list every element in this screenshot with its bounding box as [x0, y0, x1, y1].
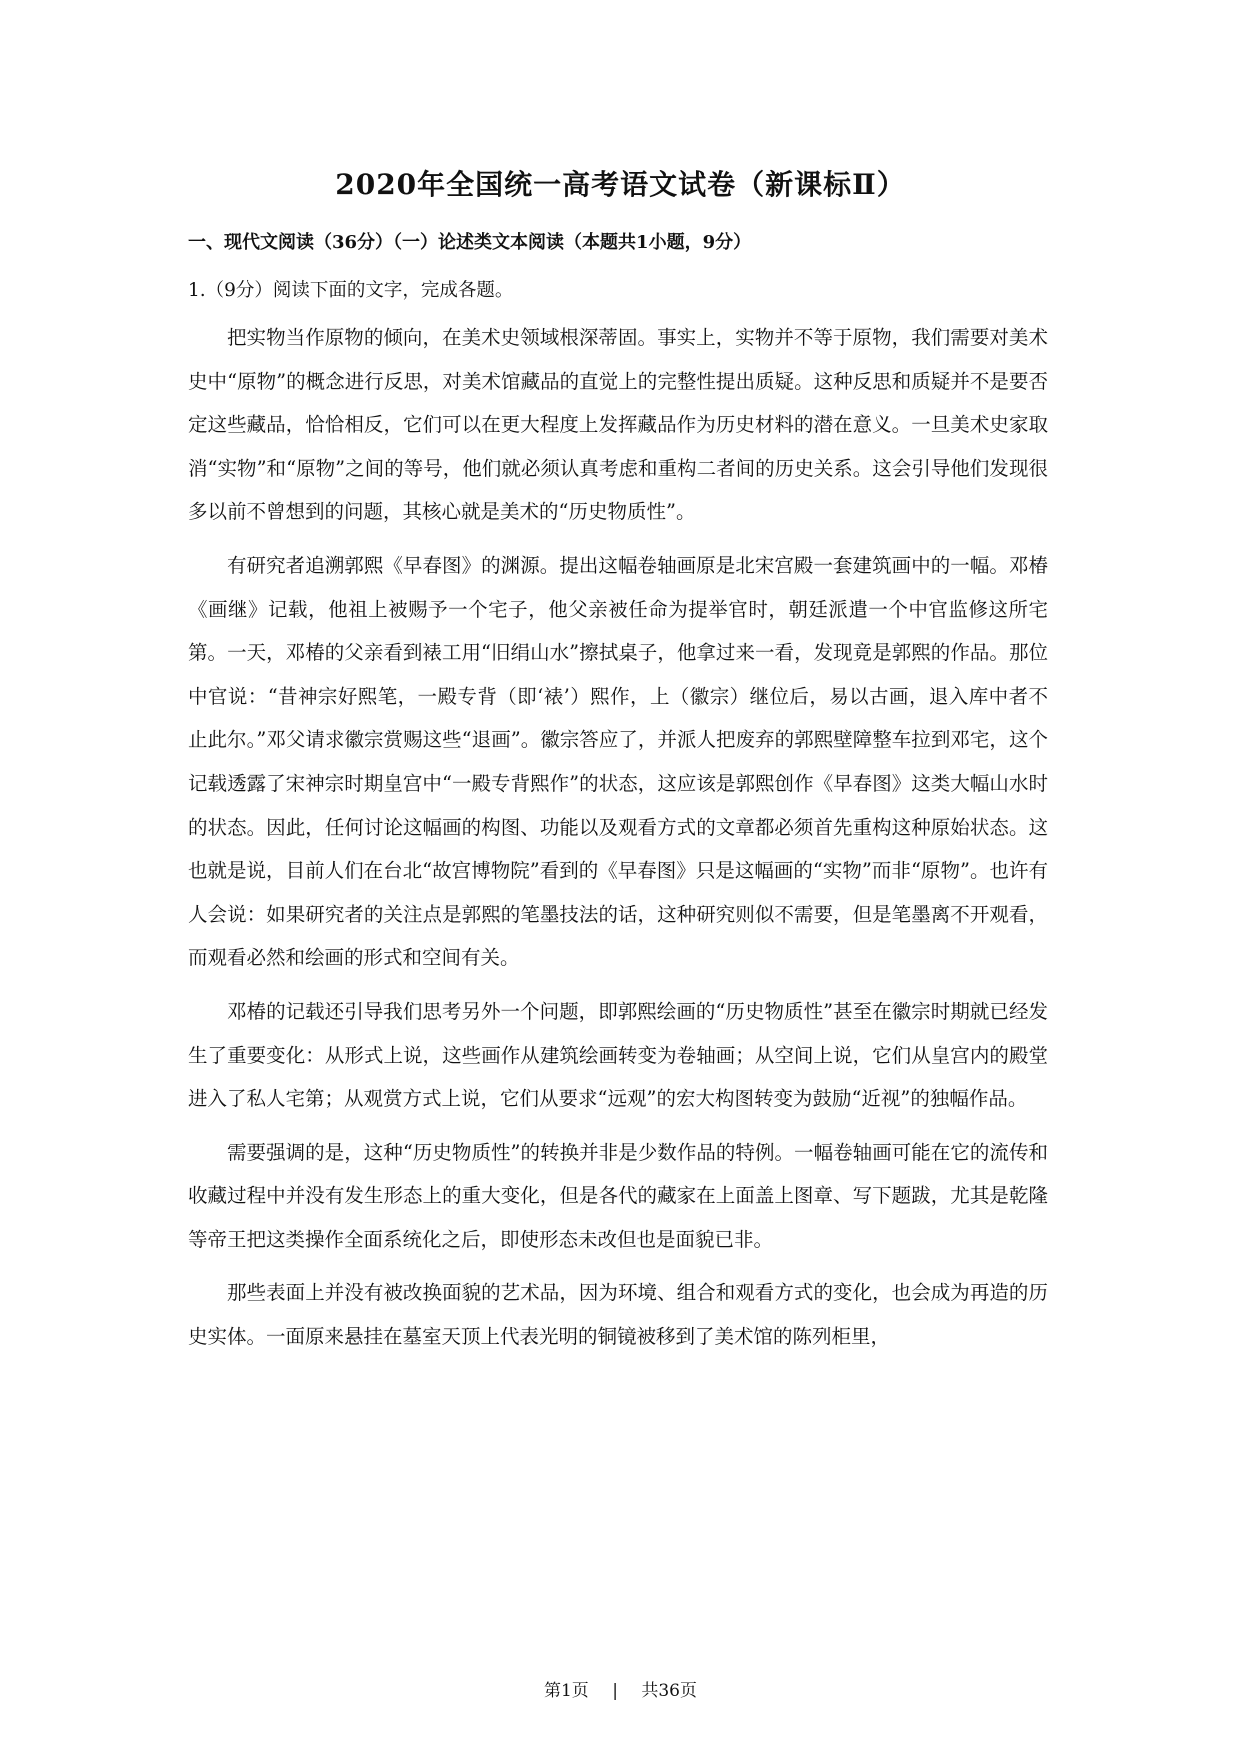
page-title: 2020年全国统一高考语文试卷（新课标Ⅱ） [335, 168, 906, 201]
page-footer [0, 1676, 1241, 1701]
total-pages: 共36页 [641, 1681, 697, 1701]
passage-paragraph: 邓椿的记载还引导我们思考另外一个问题，即郭熙绘画的“历史物质性”甚至在徽宗时期就已经发生了重要变化：从形式上说，这些画作从建筑绘画转变为卷轴画；从空间上说，它们从皇宫内的殿堂进入了私人宅第；从观赏方式上说，它们从要求“远观”的宏大构图转变为鼓励“近视”的独幅作品。 [188, 999, 1048, 1111]
page-number: 第1页 [543, 1681, 589, 1701]
passage-body [188, 316, 1048, 1369]
footer-separator: | [612, 1681, 618, 1701]
section-heading: 一、现代文阅读（36分）（一）论述类文本阅读（本题共1小题，9分） [188, 232, 752, 253]
passage-paragraph: 有研究者追溯郭熙《早春图》的渊源。提出这幅卷轴画原是北宋宫殿一套建筑画中的一幅。邓椿《画继》记载，他祖上被赐予一个宅子，他父亲被任命为提举官时，朝廷派遣一个中官监修这所宅第。一天，邓椿的父亲看到裱工用“旧绢山水”擦拭桌子，他拿过来一看，发现竟是郭熙的作品。那位中官说：“昔神宗好熙笔，一殿专背（即‘裱’）熙作，上（徽宗）继位后，易以古画，退入库中者不止此尔。”邓父请求徽宗赏赐这些“退画”。徽宗答应了，并派人把废弃的郭熙壁障整车拉到邓宅，这个记载透露了宋神宗时期皇宫中“一殿专背熙作”的状态，这应该是郭熙创作《早春图》这类大幅山水时的状态。因此，任何讨论这幅画的构图、功能以及观看方式的文章都必须首先重构这种原始状态。这也就是说，目前人们在台北“故宫博物院”看到的《早春图》只是这幅画的“实物”而非“原物”。也许有人会说：如果研究者的关注点是郭熙的笔墨技法的话，这种研究则似不需要，但是笔墨离不开观看，而观看必然和绘画的形式和空间有关。 [188, 553, 1048, 970]
passage-paragraph: 把实物当作原物的倾向，在美术史领域根深蒂固。事实上，实物并不等于原物，我们需要对美术史中“原物”的概念进行反思，对美术馆藏品的直觉上的完整性提出质疑。这种反思和质疑并不是要否定这些藏品，恰恰相反，它们可以在更大程度上发挥藏品作为历史材料的潜在意义。一旦美术史家取消“实物”和“原物”之间的等号，他们就必须认真考虑和重构二者间的历史关系。这会引导他们发现很多以前不曾想到的问题，其核心就是美术的“历史物质性”。 [188, 326, 1048, 524]
passage-paragraph: 需要强调的是，这种“历史物质性”的转换并非是少数作品的特例。一幅卷轴画可能在它的流传和收藏过程中并没有发生形态上的重大变化，但是各代的藏家在上面盖上图章、写下题跋，尤其是乾隆等帝王把这类操作全面系统化之后，即使形态未改但也是面貌已非。 [188, 1140, 1048, 1251]
passage-paragraph: 那些表面上并没有被改换面貌的艺术品，因为环境、组合和观看方式的变化，也会成为再造的历史实体。一面原来悬挂在墓室天顶上代表光明的铜镜被移到了美术馆的陈列柜里， [188, 1281, 1048, 1349]
question-intro: 1.（9分）阅读下面的文字，完成各题。 [188, 280, 514, 301]
